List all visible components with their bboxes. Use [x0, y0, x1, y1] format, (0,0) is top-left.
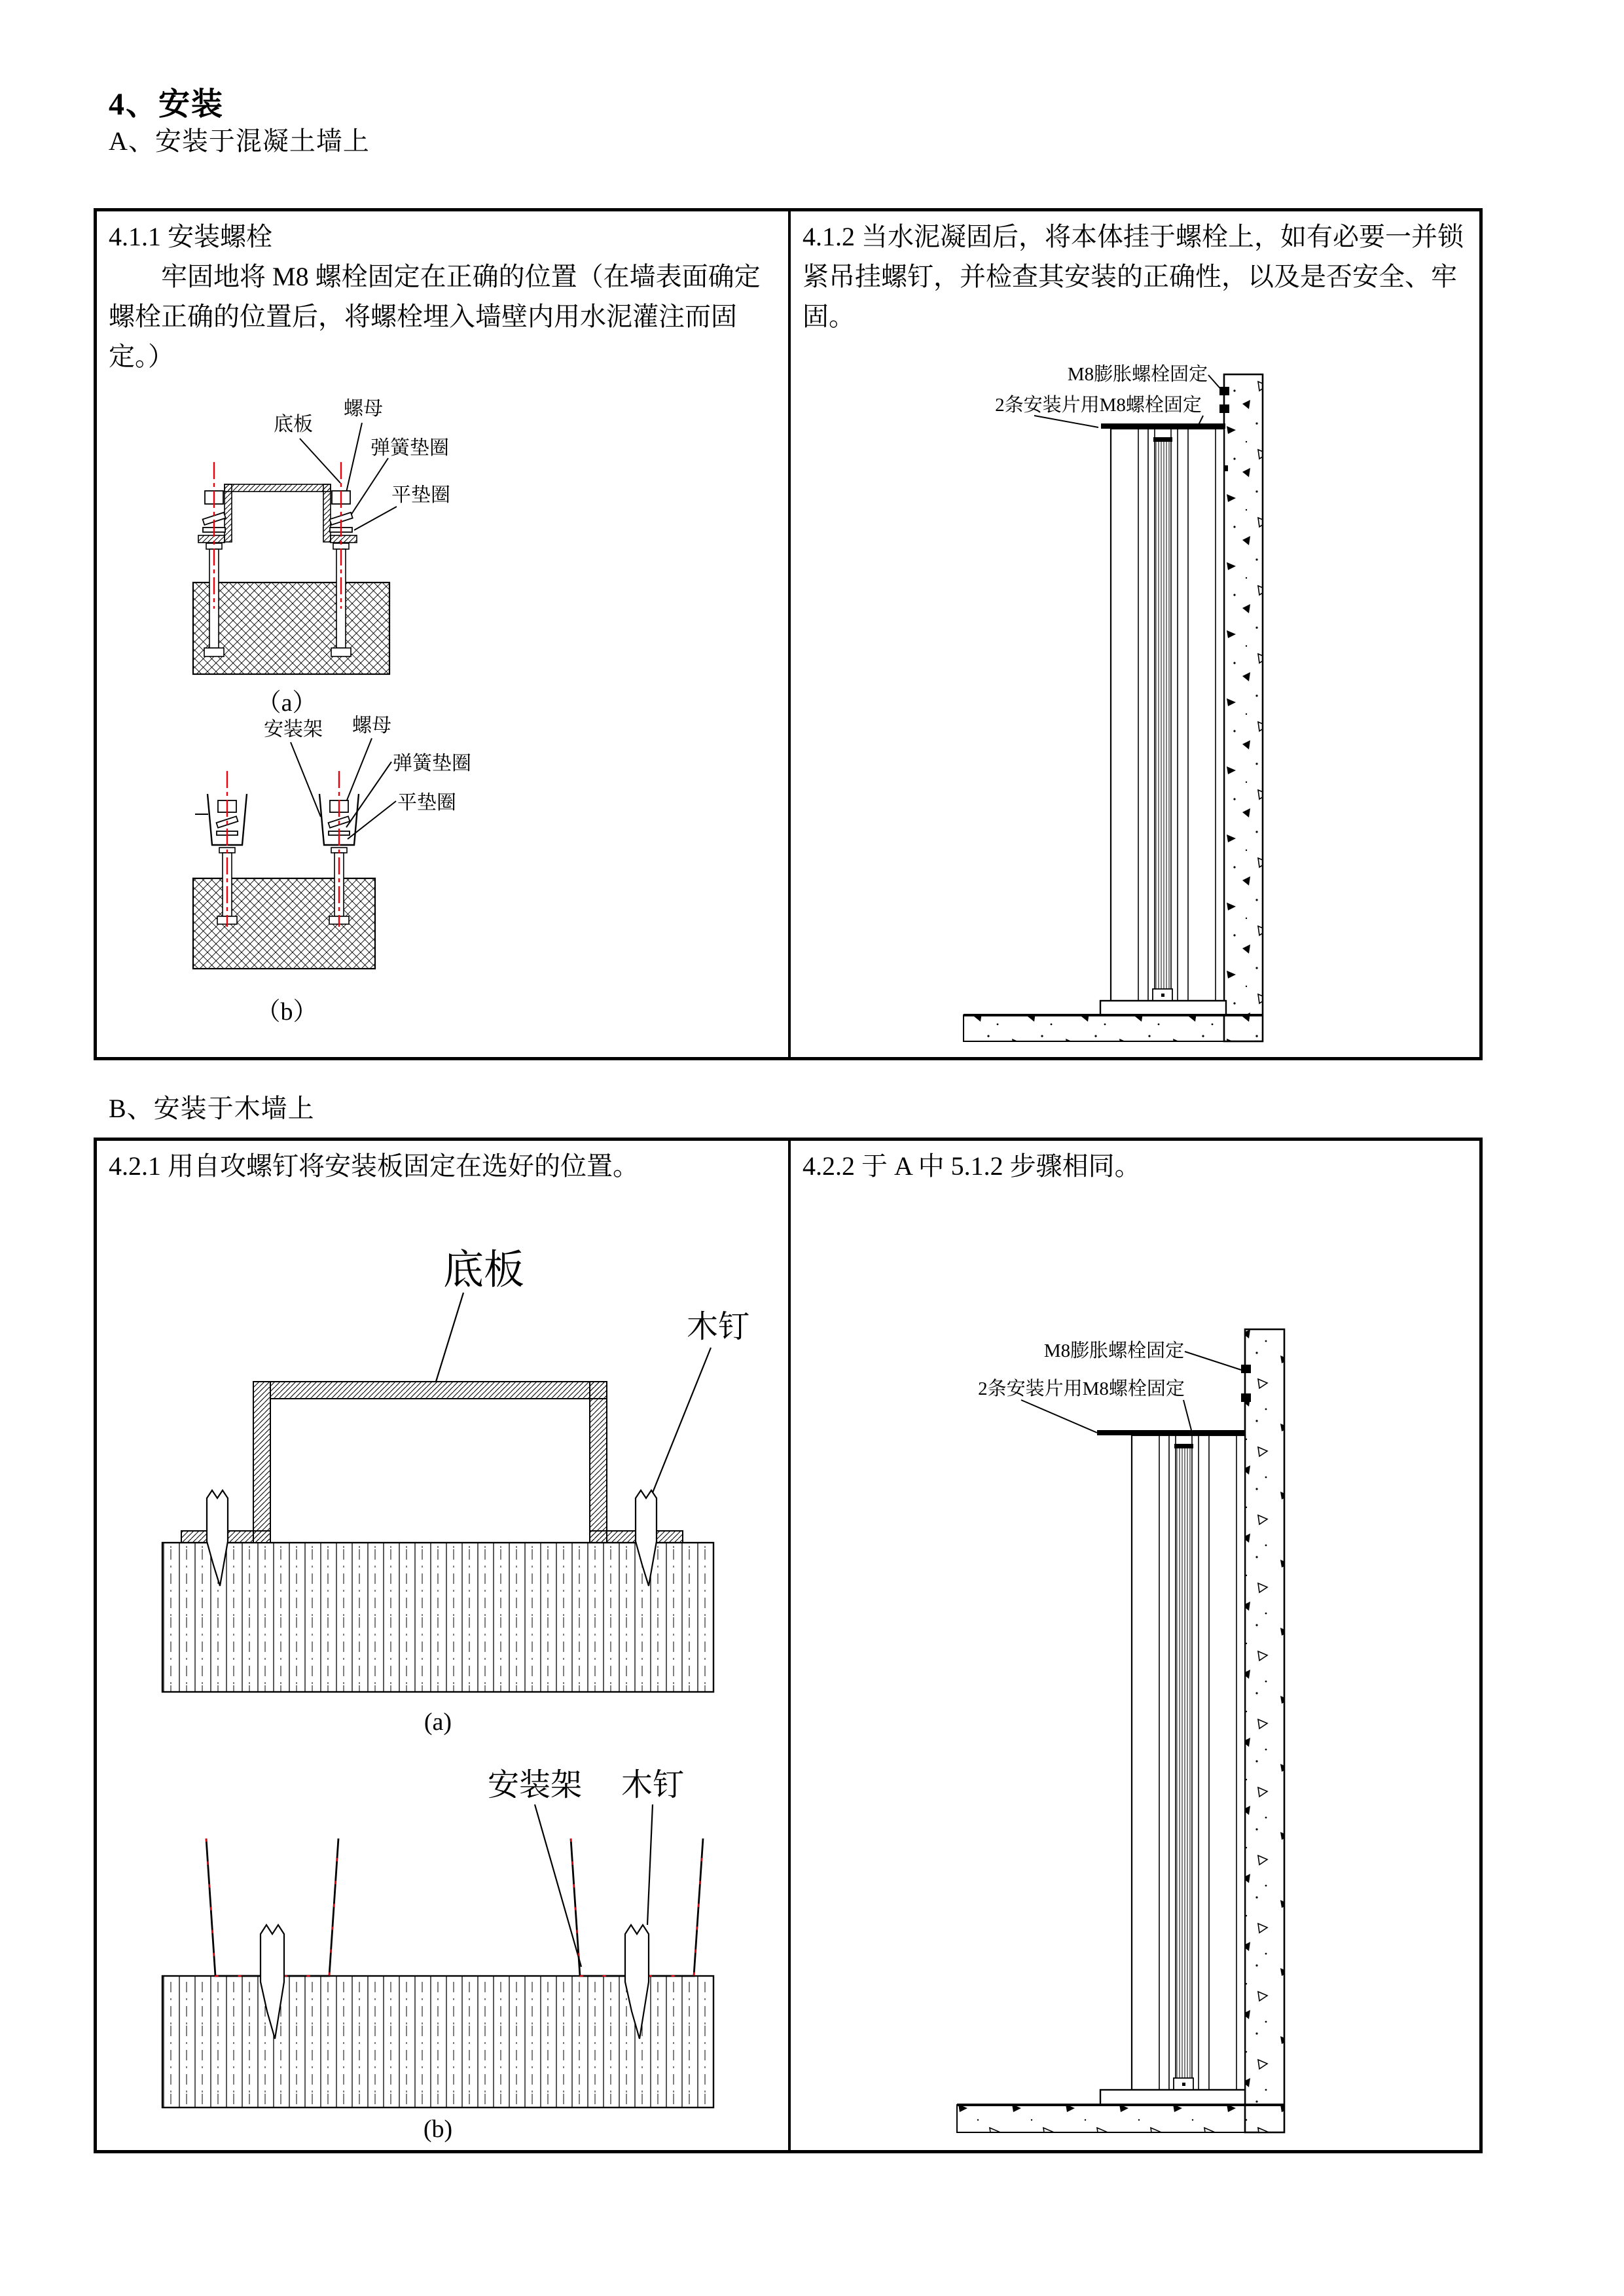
mounting-strip-plate [1097, 1430, 1245, 1435]
cell-4-1-1-text [109, 217, 779, 376]
label-mounting-strips: 2条安装片用M8螺栓固定 [978, 1378, 1185, 1399]
wall-bolt-second [1241, 1393, 1251, 1402]
label-wood-nail: 木钉 [621, 1768, 685, 1803]
leader-nut [346, 423, 362, 492]
label-base-plate: 底板 [442, 1248, 525, 1293]
table-concrete-wall [94, 208, 1483, 1060]
cell-4-1-1 [97, 211, 791, 1057]
figure-wood-install [97, 1141, 788, 2149]
concrete-block [193, 583, 389, 674]
leader-wood-nail [652, 1348, 711, 1494]
leader-base-plate [436, 1293, 463, 1382]
step-4-1-1-heading: 4.1.1 安装螺栓 [109, 222, 272, 251]
mounting-strip-plate [1101, 423, 1225, 429]
wood-wall [1245, 1329, 1284, 2132]
leader-spring-washer [350, 458, 388, 517]
fig-b-caption: (b) [423, 2115, 453, 2143]
page-title: 4、安装 [109, 87, 225, 122]
wall-bolt-second [1219, 404, 1229, 413]
base-plinth [1100, 2090, 1245, 2105]
leader-bracket [291, 742, 321, 817]
label-flat-washer: 平垫圈 [391, 484, 450, 506]
leader-flat-washer [354, 507, 397, 530]
table-wooden-wall [94, 1138, 1483, 2153]
leader-strips-left [1034, 416, 1098, 427]
label-flat-washer: 平垫圈 [397, 792, 456, 814]
wood-block [162, 1543, 713, 1692]
step-4-2-1-heading: 4.2.1 用自攻螺钉将安装板固定在选好的位置。 [109, 1151, 639, 1181]
inner-rail-cap [1153, 437, 1172, 442]
wall-bolt-top [1241, 1365, 1251, 1373]
fig-a-plate-on-wood [162, 1248, 749, 1736]
figure-wall-mount-side-view [791, 211, 1480, 1057]
step-4-1-2-body: 4.1.2 当水泥凝固后，将本体挂于螺栓上，如有必要一并锁紧吊挂螺钉，并检查其安装的正确性，以及是否安全、牢固。 [803, 222, 1464, 331]
leader-strips-left [1021, 1400, 1097, 1433]
air-curtain-body [1132, 1435, 1245, 2090]
leader-strips-right [1183, 1400, 1191, 1430]
fig-b-bolt-on-bracket [193, 715, 471, 1026]
inner-rail-foot-dot [1161, 994, 1164, 997]
fig-a-caption: （a） [256, 689, 317, 717]
leader-spring-washer [346, 762, 391, 827]
leader-wood-nail [647, 1804, 653, 1925]
section-b-heading: B、安装于木墙上 [109, 1094, 315, 1123]
figure-bolt-install [97, 365, 788, 1030]
label-expansion-bolt: M8膨胀螺栓固定 [1067, 364, 1208, 385]
leader-base-plate [300, 439, 340, 483]
fig-a-bolt-on-plate [193, 398, 450, 717]
section-a-heading: A、安装于混凝土墙上 [109, 126, 370, 156]
label-nut: 螺母 [344, 398, 383, 420]
inner-rail-cap [1174, 1444, 1193, 1448]
air-curtain-body [1111, 429, 1224, 1001]
base-plate-section [181, 1382, 683, 1543]
label-base-plate: 底板 [274, 414, 313, 435]
label-wood-nail: 木钉 [686, 1310, 750, 1344]
fig-b-brackets-on-wood [162, 1768, 713, 2143]
label-spring-washer: 弹簧垫圈 [393, 753, 471, 774]
concrete-wall [1224, 374, 1263, 1041]
step-4-1-1-body: 牢固地将 M8 螺栓固定在正确的位置（在墙表面确定螺栓正确的位置后，将螺栓埋入墙壁内用水泥灌注而固定。） [109, 262, 761, 371]
inner-rail-foot-dot [1182, 2083, 1185, 2086]
concrete-floor [957, 2105, 1284, 2132]
label-spring-washer: 弹簧垫圈 [370, 437, 449, 459]
cell-4-1-2 [791, 211, 1479, 1057]
label-bracket: 安装架 [487, 1768, 583, 1803]
label-bracket: 安装架 [264, 719, 323, 740]
concrete-floor [964, 1015, 1263, 1041]
figure-wall-mount-side-view-2 [791, 1141, 1480, 2149]
cell-4-2-1 [97, 1141, 791, 2150]
wall-bolt-top [1219, 387, 1229, 395]
label-nut: 螺母 [352, 715, 391, 736]
step-4-2-2-body: 4.2.2 于 A 中 5.1.2 步骤相同。 [803, 1151, 1141, 1181]
base-plinth [1100, 1001, 1226, 1015]
fig-a-caption: (a) [424, 1708, 452, 1736]
leader-expansion-bolt [1185, 1352, 1241, 1370]
label-expansion-bolt: M8膨胀螺栓固定 [1043, 1340, 1185, 1361]
fig-b-caption: （b） [255, 998, 318, 1026]
cell-4-2-2 [791, 1141, 1479, 2150]
label-mounting-strips: 2条安装片用M8螺栓固定 [995, 395, 1202, 416]
